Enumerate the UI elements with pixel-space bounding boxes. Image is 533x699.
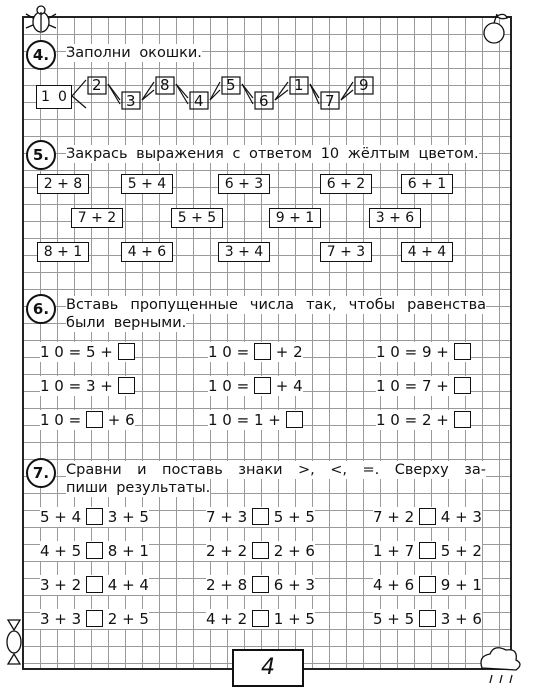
comparison: 7 + 3 5 + 5 <box>206 508 315 526</box>
exercise-5-title: Закрась выражения с ответом 10 жёлтым цветом. <box>66 146 479 162</box>
candy-icon <box>7 620 21 664</box>
answer-box[interactable] <box>454 411 471 428</box>
equation: 1 0 = + 6 <box>40 411 135 429</box>
exercise-4-title: Заполни окошки. <box>66 45 202 61</box>
exercise-6-title-line2: были верными. <box>66 315 187 331</box>
chain-top-digit: 2 <box>92 76 102 94</box>
exercise-7-title-line1: Сравни и поставь знаки >, <, =. Сверху за- <box>66 462 486 478</box>
page-number: 4 <box>232 649 304 687</box>
equation: 1 0 = 9 + <box>376 342 471 362</box>
chain-bottom-digit: 3 <box>126 92 136 110</box>
expression-box[interactable]: 7 + 2 <box>71 208 123 228</box>
expression-box[interactable]: 2 + 8 <box>37 174 89 194</box>
exercise-5-number: 5. <box>26 140 56 170</box>
answer-box[interactable] <box>454 343 471 360</box>
chain-top-digit: 1 <box>294 76 304 94</box>
expression-box[interactable]: 6 + 1 <box>401 174 453 194</box>
comparison: 4 + 6 9 + 1 <box>373 576 482 594</box>
answer-box[interactable] <box>286 411 303 428</box>
equation: 1 0 = 1 + <box>208 410 303 430</box>
sign-box[interactable] <box>86 508 103 525</box>
sign-box[interactable] <box>252 542 269 559</box>
comparison: 2 + 8 6 + 3 <box>206 576 315 594</box>
exercise-6-number: 6. <box>26 294 56 324</box>
expression-box[interactable]: 4 + 6 <box>121 242 173 262</box>
comparison: 4 + 2 1 + 5 <box>206 610 315 628</box>
sign-box[interactable] <box>252 610 269 627</box>
equation: 1 0 = + 4 <box>208 377 303 395</box>
equation: 1 0 = 7 + <box>376 376 471 396</box>
expression-box[interactable]: 5 + 5 <box>171 208 223 228</box>
exercise-6-title-line1: Вставь пропущенные числа так, чтобы равенства <box>66 297 486 313</box>
sign-box[interactable] <box>86 610 103 627</box>
equation: 1 0 = 2 + <box>376 410 471 430</box>
chain-top-digit: 5 <box>226 76 236 94</box>
equation: 1 0 = 5 + <box>40 342 135 362</box>
exercise-4-number: 4. <box>26 40 56 70</box>
answer-box[interactable] <box>454 377 471 394</box>
sign-box[interactable] <box>419 576 436 593</box>
expression-box[interactable]: 8 + 1 <box>37 242 89 262</box>
comparison: 3 + 3 2 + 5 <box>40 610 149 628</box>
chain-top-digit: 8 <box>160 76 170 94</box>
sign-box[interactable] <box>419 542 436 559</box>
comparison: 1 + 7 5 + 2 <box>373 542 482 560</box>
sign-box[interactable] <box>86 542 103 559</box>
expression-box[interactable]: 7 + 3 <box>320 242 372 262</box>
sign-box[interactable] <box>86 576 103 593</box>
comparison: 3 + 2 4 + 4 <box>40 576 149 594</box>
comparison: 5 + 5 3 + 6 <box>373 610 482 628</box>
answer-box[interactable] <box>118 343 135 360</box>
chain-bottom-digit: 6 <box>259 92 269 110</box>
answer-box[interactable] <box>254 377 271 394</box>
exercise-7-number: 7. <box>26 458 56 488</box>
comparison: 5 + 4 3 + 5 <box>40 508 149 526</box>
chain-bottom-digit: 7 <box>325 92 335 110</box>
expression-box[interactable]: 3 + 4 <box>218 242 270 262</box>
expression-box[interactable]: 9 + 1 <box>269 208 321 228</box>
chain-arrows <box>0 0 533 130</box>
sign-box[interactable] <box>252 576 269 593</box>
expression-box[interactable]: 3 + 6 <box>369 208 421 228</box>
answer-box[interactable] <box>86 411 103 428</box>
comparison: 4 + 5 8 + 1 <box>40 542 149 560</box>
sign-box[interactable] <box>252 508 269 525</box>
chain-start-box: 1 0 <box>36 85 72 109</box>
sign-box[interactable] <box>419 508 436 525</box>
equation: 1 0 = + 2 <box>208 343 303 361</box>
cloud-icon <box>481 648 520 683</box>
answer-box[interactable] <box>254 343 271 360</box>
comparison: 7 + 2 4 + 3 <box>373 508 482 526</box>
equation: 1 0 = 3 + <box>40 376 135 396</box>
sign-box[interactable] <box>419 610 436 627</box>
chain-bottom-digit: 4 <box>194 92 204 110</box>
expression-box[interactable]: 6 + 2 <box>320 174 372 194</box>
expression-box[interactable]: 6 + 3 <box>218 174 270 194</box>
expression-box[interactable]: 4 + 4 <box>401 242 453 262</box>
exercise-7-title-line2: пиши результаты. <box>66 480 211 496</box>
comparison: 2 + 2 2 + 6 <box>206 542 315 560</box>
chain-top-digit: 9 <box>359 76 369 94</box>
expression-box[interactable]: 5 + 4 <box>121 174 173 194</box>
answer-box[interactable] <box>118 377 135 394</box>
